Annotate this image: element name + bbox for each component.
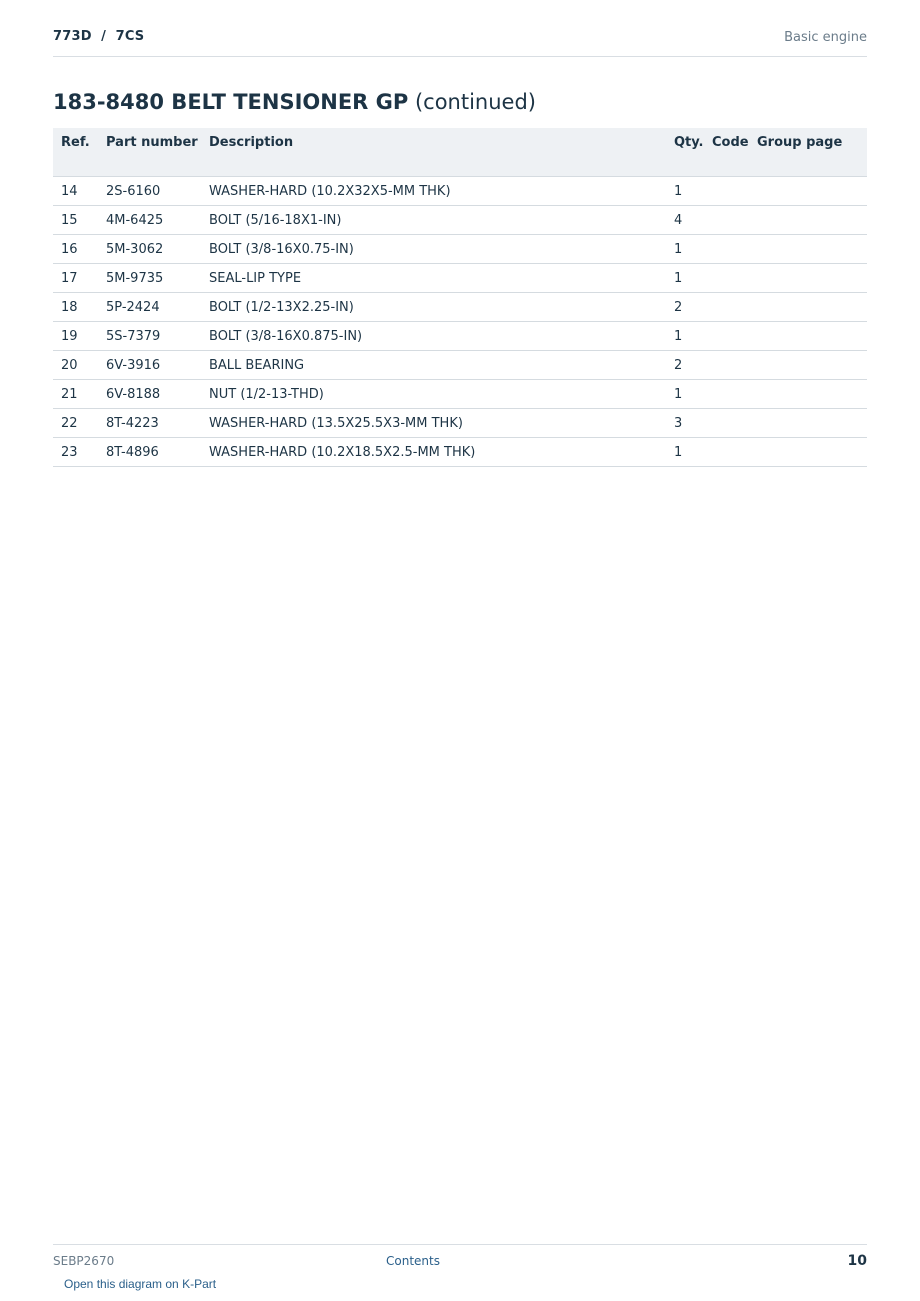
cell-description: WASHER-HARD (10.2X18.5X2.5-MM THK) — [201, 438, 666, 467]
page-footer — [53, 1244, 867, 1301]
part-group-title: 183-8480 BELT TENSIONER GP — [53, 90, 409, 114]
cell-description: BOLT (3/8-16X0.875-IN) — [201, 322, 666, 351]
cell-group-page — [749, 235, 867, 264]
cell-group-page — [749, 177, 867, 206]
cell-group-page — [749, 293, 867, 322]
cell-ref: 18 — [53, 293, 98, 322]
cell-group-page — [749, 380, 867, 409]
title-suffix: (continued) — [414, 90, 536, 114]
cell-ref: 17 — [53, 264, 98, 293]
cell-qty: 1 — [666, 177, 704, 206]
cell-ref: 16 — [53, 235, 98, 264]
cell-ref: 23 — [53, 438, 98, 467]
model-label: 773D / 7CS — [53, 29, 145, 44]
header-row — [53, 128, 867, 177]
cell-qty: 1 — [666, 380, 704, 409]
cell-group-page — [749, 322, 867, 351]
cell-part-number: 5M-9735 — [98, 264, 201, 293]
column-header-code: Code — [704, 128, 749, 177]
table-row — [53, 235, 867, 264]
cell-code — [704, 322, 749, 351]
cell-part-number: 8T-4223 — [98, 409, 201, 438]
open-kpart-link[interactable]: Open this diagram on K-Part — [64, 1277, 217, 1291]
cell-code — [704, 293, 749, 322]
parts-table — [53, 128, 867, 467]
cell-code — [704, 351, 749, 380]
table-row — [53, 351, 867, 380]
column-header-qty: Qty. — [666, 128, 704, 177]
cell-description: BALL BEARING — [201, 351, 666, 380]
cell-group-page — [749, 438, 867, 467]
cell-qty: 3 — [666, 409, 704, 438]
cell-description: WASHER-HARD (10.2X32X5-MM THK) — [201, 177, 666, 206]
table-row — [53, 293, 867, 322]
cell-code — [704, 409, 749, 438]
cell-code — [704, 177, 749, 206]
cell-ref: 15 — [53, 206, 98, 235]
cell-qty: 4 — [666, 206, 704, 235]
cell-qty: 1 — [666, 322, 704, 351]
page-header — [53, 0, 867, 57]
cell-group-page — [749, 351, 867, 380]
cell-qty: 1 — [666, 235, 704, 264]
cell-part-number: 6V-8188 — [98, 380, 201, 409]
cell-qty: 1 — [666, 264, 704, 293]
cell-group-page — [749, 206, 867, 235]
cell-ref: 21 — [53, 380, 98, 409]
cell-ref: 20 — [53, 351, 98, 380]
table-row — [53, 264, 867, 293]
cell-part-number: 5P-2424 — [98, 293, 201, 322]
cell-description: SEAL-LIP TYPE — [201, 264, 666, 293]
contents-link[interactable]: Contents — [386, 1254, 440, 1268]
cell-part-number: 4M-6425 — [98, 206, 201, 235]
table-row — [53, 177, 867, 206]
table-row — [53, 438, 867, 467]
parts-table-header — [53, 128, 867, 177]
document-number: SEBP2670 — [53, 1254, 115, 1268]
cell-group-page — [749, 264, 867, 293]
cell-description: BOLT (1/2-13X2.25-IN) — [201, 293, 666, 322]
column-header-ref: Ref. — [53, 128, 98, 177]
table-row — [53, 322, 867, 351]
cell-ref: 19 — [53, 322, 98, 351]
table-row — [53, 206, 867, 235]
cell-part-number: 6V-3916 — [98, 351, 201, 380]
cell-code — [704, 235, 749, 264]
column-header-part-number: Part number — [98, 128, 201, 177]
cell-description: BOLT (3/8-16X0.75-IN) — [201, 235, 666, 264]
cell-description: NUT (1/2-13-THD) — [201, 380, 666, 409]
cell-part-number: 2S-6160 — [98, 177, 201, 206]
parts-table-body — [53, 177, 867, 467]
section-label: Basic engine — [784, 30, 867, 45]
cell-description: WASHER-HARD (13.5X25.5X3-MM THK) — [201, 409, 666, 438]
column-header-group-page: Group page — [749, 128, 867, 177]
cell-code — [704, 380, 749, 409]
column-header-description: Description — [201, 128, 666, 177]
cell-qty: 1 — [666, 438, 704, 467]
cell-ref: 22 — [53, 409, 98, 438]
page-title — [53, 90, 536, 114]
cell-code — [704, 438, 749, 467]
cell-part-number: 5M-3062 — [98, 235, 201, 264]
cell-code — [704, 206, 749, 235]
table-row — [53, 409, 867, 438]
cell-description: BOLT (5/16-18X1-IN) — [201, 206, 666, 235]
cell-qty: 2 — [666, 351, 704, 380]
cell-code — [704, 264, 749, 293]
table-row — [53, 380, 867, 409]
cell-ref: 14 — [53, 177, 98, 206]
cell-group-page — [749, 409, 867, 438]
page-number: 10 — [847, 1253, 867, 1269]
cell-part-number: 5S-7379 — [98, 322, 201, 351]
cell-qty: 2 — [666, 293, 704, 322]
cell-part-number: 8T-4896 — [98, 438, 201, 467]
